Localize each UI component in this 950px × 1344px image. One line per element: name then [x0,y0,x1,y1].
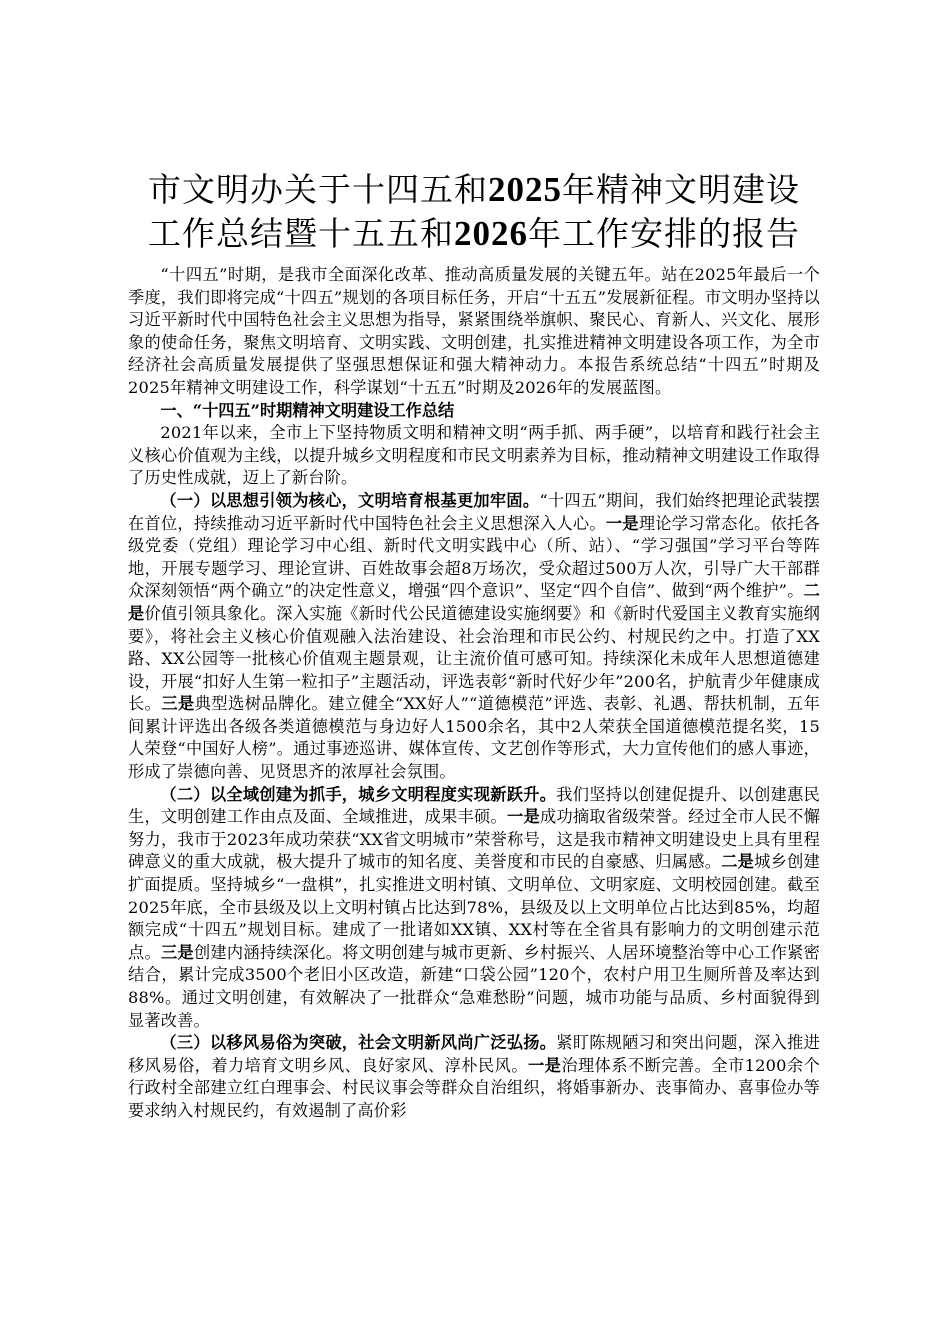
paragraph-text: 典型选树品牌化。建立健全“XX好人”“道德模范”评选、表彰、礼遇、帮扶机制，五年间累计评选出各级各类道德模范与身边好人1500余名，其中2人荣获全国道德模范提名奖，15人荣登“中国好人榜”。通过事迹巡讲、媒体宣传、文艺创作等形式，大力宣传他们的感人事迹，形成了崇德向善、见贤思齐的浓厚社会氛围。 [128,694,820,782]
point-marker: 三是 [161,694,195,714]
title-line-2 [128,212,820,256]
title-text: 工作总结暨十五五和 [148,214,454,253]
point-marker: 一是 [605,513,639,533]
point-marker: 一是 [527,1055,562,1075]
paragraph-text: 价值引领具象化。深入实施《新时代公民道德建设实施纲要》和《新时代爱国主义教育实施纲要》，将社会主义核心价值观融入法治建设、社会治理和市民公约、村规民约之中。打造了XX路、XX公园等一批核心价值观主题景观，让主流价值可感可知。持续深化未成年人思想道德建设，开展“扣好人生第一粒扣子”主题活动，评选表彰“新时代好少年”200名，护航青少年健康成长。 [128,603,820,714]
paragraph-text: 创建内涵持续深化。将文明创建与城市更新、乡村振兴、人居环境整治等中心工作紧密结合，累计完成3500个老旧小区改造，新建“口袋公园”120个，农村户用卫生厕所普及率达到88%。通过文明创建，有效解决了一批群众“急难愁盼”问题，城市功能与品质、乡村面貌得到显著改善。 [128,942,821,1030]
subsection-3-paragraph [128,1032,820,1122]
document-title [128,168,820,256]
paragraph-text: 成功摘取省级荣誉。经过全市人民不懈努力，我市于2023年成功荣获“XX省文明城市”荣誉称号，这是我市精神文明建设史上具有里程碑意义的重大成就，极大提升了城市的知名度、美誉度和市民的自豪感、归属感。 [128,807,821,872]
title-line-1 [128,168,820,212]
point-marker: 二是 [721,852,755,872]
paragraph-text: 紧盯陈规陋习和突出问题，深入推进移风易俗，着力培育文明乡风、良好家风、淳朴民风。 [128,1033,820,1075]
section-intro-paragraph: 2021年以来，全市上下坚持物质文明和精神文明“两手抓、两手硬”，以培育和践行社会主义核心价值观为主线，以提升城乡文明程度和市民文明素养为目标，推动精神文明建设工作取得了历史性成就，迈上了新台阶。 [128,423,820,488]
subsection-2-paragraph [128,784,820,1033]
subsection-heading: （二）以全域创建为抓手，城乡文明程度实现新跃升。 [160,784,557,804]
point-marker: 二是 [128,581,820,623]
subsection-heading: （一）以思想引领为核心，文明培育根基更加牢固。 [160,490,540,510]
subsection-1-paragraph [128,490,820,784]
section-heading: 一、“十四五”时期精神文明建设工作总结 [160,400,455,420]
paragraph-text: 理论学习常态化。依托各级党委（党组）理论学习中心组、新时代文明实践中心（所、站）、“学习强国”学习平台等阵地，开展专题学习、理论宣讲、百姓故事会超8万场次，受众超过500万人次，引导广大干部群众深刻领悟“两个确立”的决定性意义，增强“四个意识”、坚定“四个自信”、做到“两个维护”。 [128,513,820,601]
document-body [128,264,820,1123]
intro-paragraph: “十四五”时期，是我市全面深化改革、推动高质量发展的关键五年。站在2025年最后一个季度，我们即将完成“十四五”规划的各项目标任务，开启“十五五”发展新征程。市文明办坚持以习近平新时代中国特色社会主义思想为指导，紧紧围绕举旗帜、聚民心、育新人、兴文化、展形象的使命任务，聚焦文明培育、文明实践、文明创建，扎实推进精神文明建设各项工作，为全市经济社会高质量发展提供了坚强思想保证和强大精神动力。本报告系统总结“十四五”时期及2025年精神文明建设工作，科学谋划“十五五”时期及2026年的发展蓝图。 [128,265,820,397]
title-text: 年精神文明建设 [562,170,800,209]
paragraph-text: 城乡创建扩面提质。坚持城乡“一盘棋”，扎实推进文明村镇、文明单位、文明家庭、文明校园创建。截至2025年底，全市县级及以上文明村镇占比达到78%，县级及以上文明单位占比达到85%，均超额完成“十四五”规划目标。建成了一批诸如XX镇、XX村等在全省具有影响力的文明创建示范点。 [128,852,820,962]
title-text: 年工作安排的报告 [528,214,800,253]
point-marker: 三是 [160,942,194,962]
paragraph-text: 我们坚持以创建促提升、以创建惠民生，文明创建工作由点及面、全域推进，成果丰硕。 [128,784,820,827]
paragraph-text: “十四五”期间，我们始终把理论武装摆在首位，持续推动习近平新时代中国特色社会主义思想深入人心。 [128,490,820,533]
title-year: 2025 [488,170,562,209]
title-text: 市文明办关于十四五和 [148,170,488,209]
subsection-heading: （三）以移风易俗为突破，社会文明新风尚广泛弘扬。 [160,1033,557,1053]
document-page [128,168,820,1123]
title-year: 2026 [454,214,528,253]
point-marker: 一是 [507,807,540,827]
paragraph-text: 治理体系不断完善。全市1200余个行政村全部建立红白理事会、村民议事会等群众自治组织，将婚事新办、丧事简办、喜事俭办等要求纳入村规民约，有效遏制了高价彩 [128,1055,820,1120]
